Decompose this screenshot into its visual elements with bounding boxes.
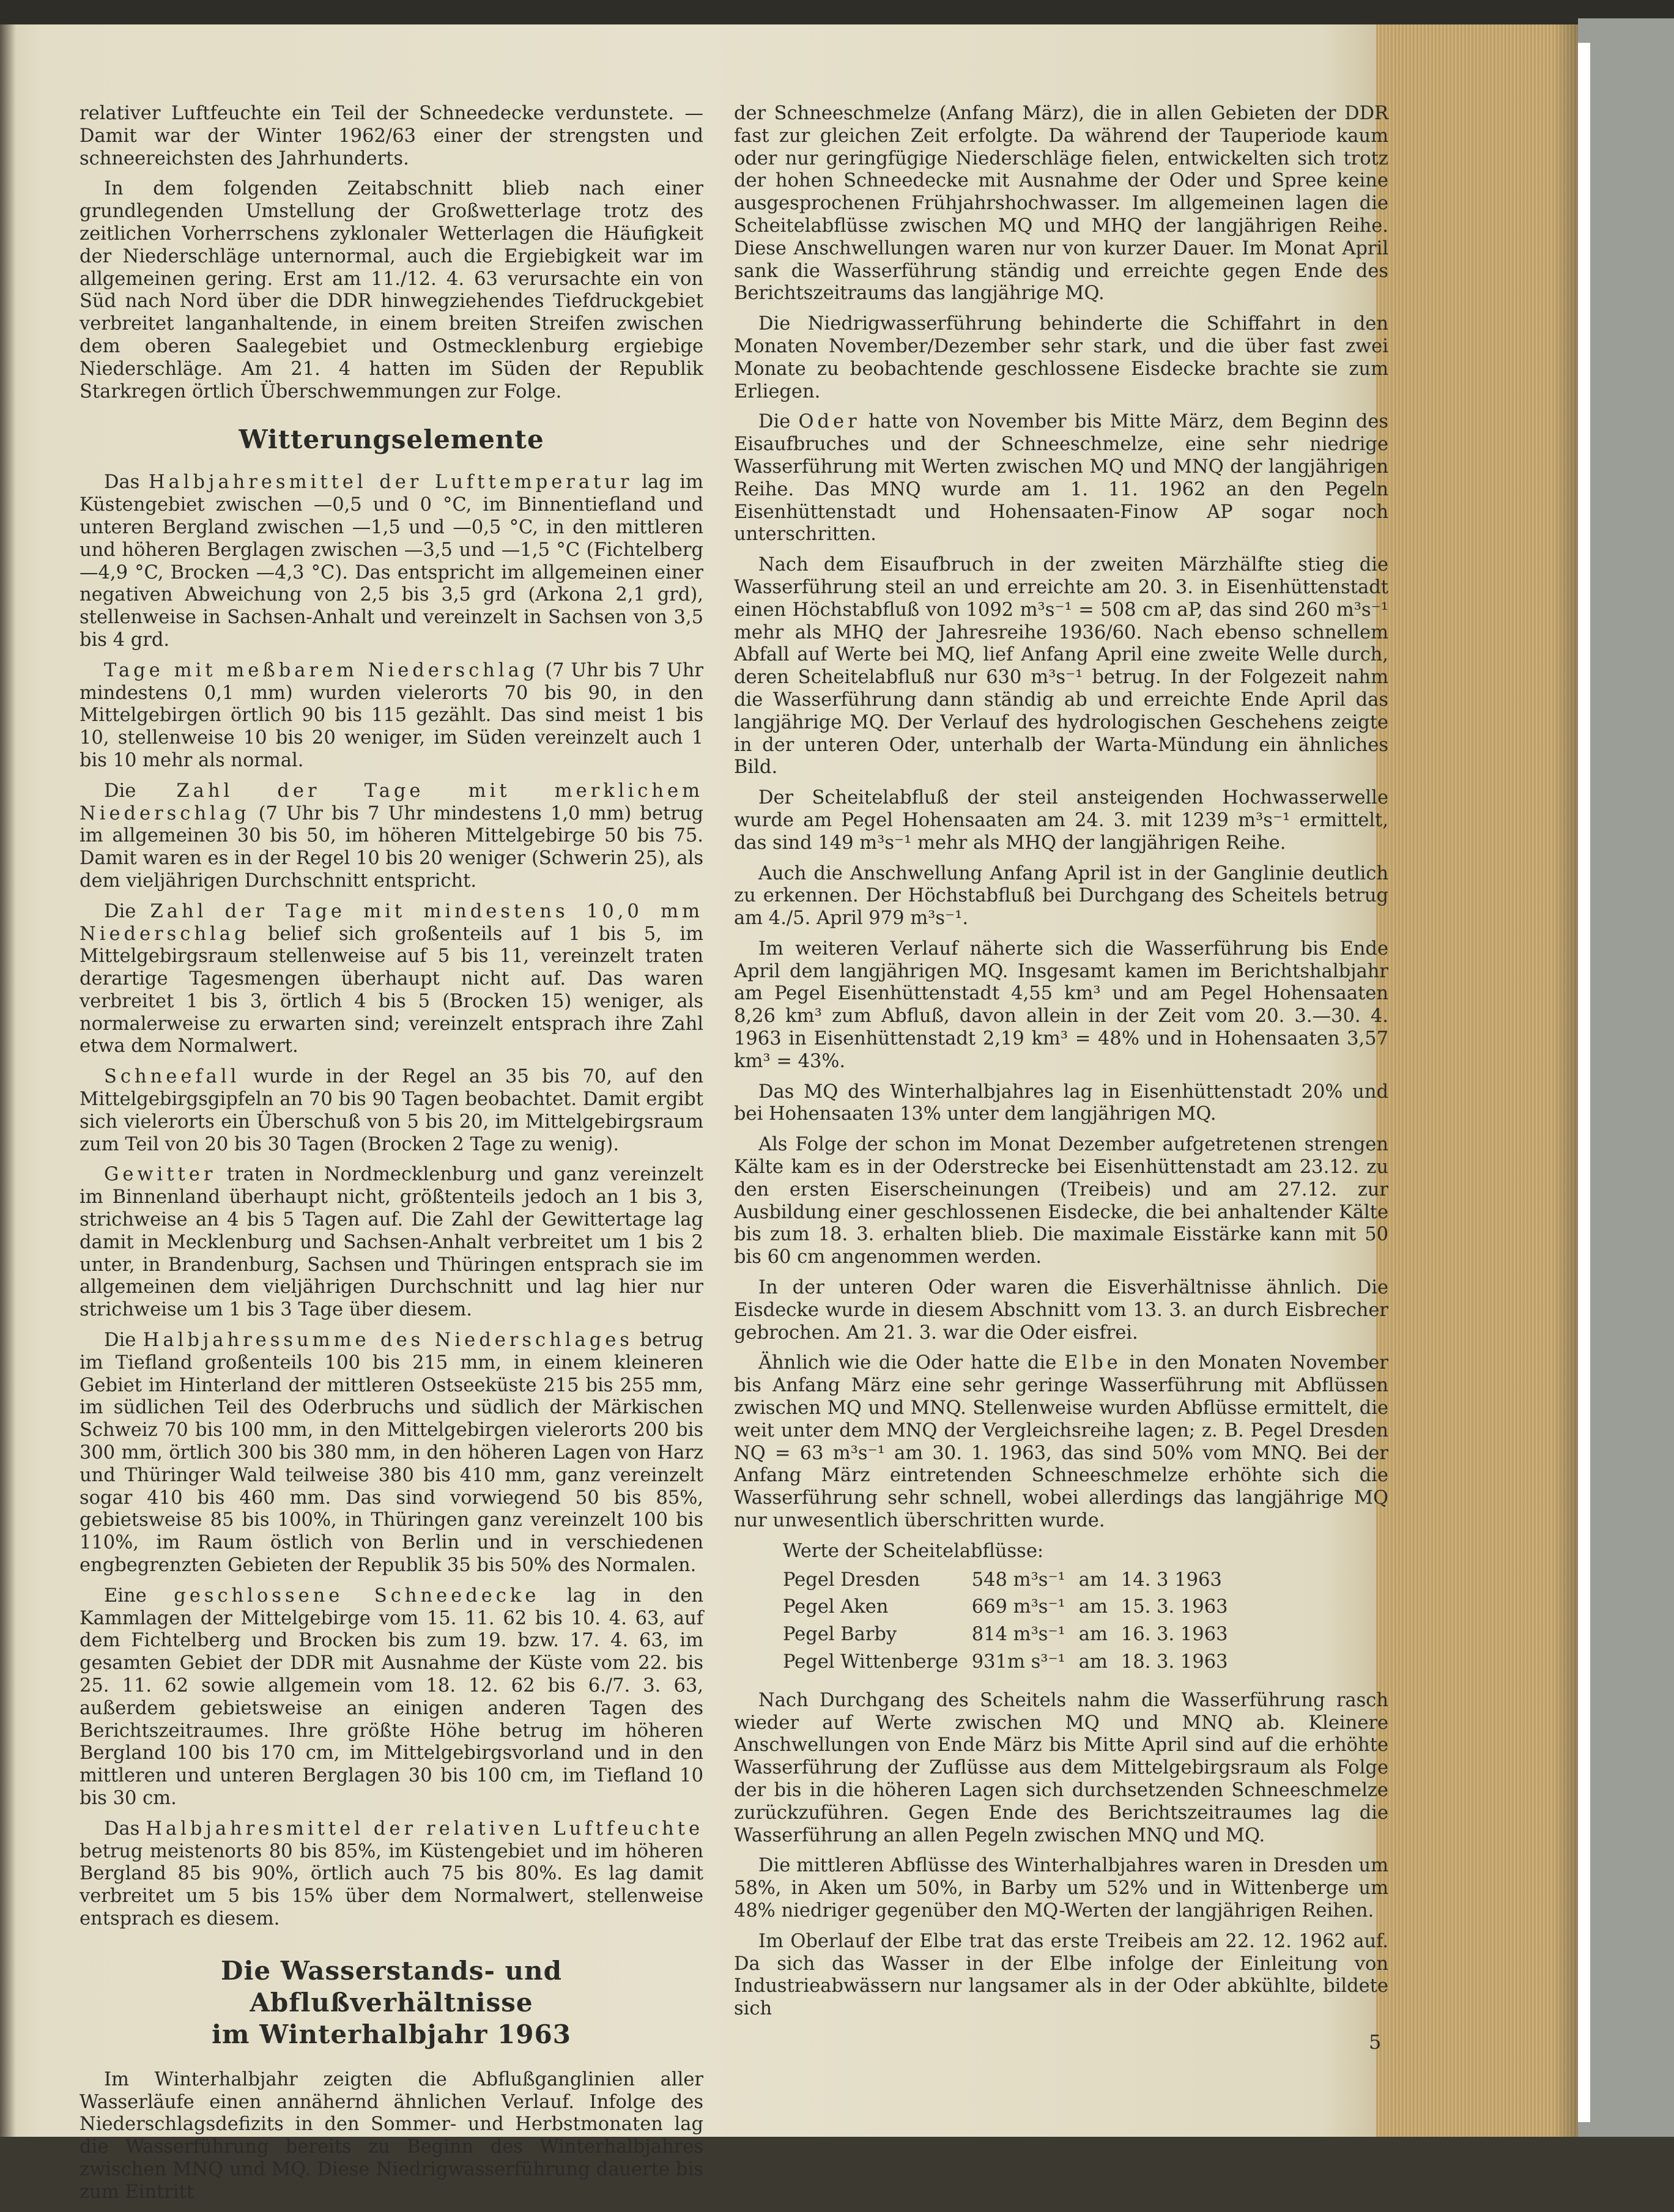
spaced-term: Schneefall (104, 1066, 240, 1088)
table-cell: Pegel Wittenberge (783, 1651, 958, 1673)
text: betrug im Tiefland großenteils 100 bis 215 mm, in einem kleineren Gebiet im Hinterland der mittleren Ostseeküste 215 bis 255 mm, im südlichen Teil des Oderbruchs und südlich der Märkischen Schweiz 70 bis 100 mm, in den Mittelgebirgen vielerorts 200 bis 300 mm, örtlich 300 bis 380 mm, in den höheren Lagen von Harz und Thüringer Wald teilweise 380 bis 410 mm, ganz vereinzelt sogar 410 bis 460 mm. Das sind vorwiegend 50 bis 85%, gebietsweise 85 bis 100%, in Thüringen ganz vereinzelt 100 bis 110%, im Raum östlich von Berlin und in verschiedenen engbegrenzten Gebieten der Republik 35 bis 50% des Normalen. (80, 1330, 703, 1577)
spaced-term: Tage mit meßbarem Niederschlag (104, 659, 539, 681)
paragraph (80, 780, 703, 893)
table-cell: 15. 3. 1963 (1120, 1596, 1228, 1618)
text: Die (758, 411, 791, 433)
table-row (783, 1621, 1242, 1649)
paragraph: Die mittleren Abflüsse des Winterhalbjahres waren in Dresden um 58%, in Aken um 50%, in Barby um 52% und in Wittenberge um 48% niedriger gegenüber den MQ-Werten der langjährigen Reihen. (734, 1855, 1388, 1922)
left-column (80, 103, 703, 2212)
table-cell: Pegel Aken (783, 1596, 889, 1618)
text: lag im Küstengebiet zwischen —0,5 und 0 °C, im Binnentiefland und unteren Bergland zwischen —1,5 und —0,5 °C, in den mittleren und höheren Berglagen zwischen —3,5 und —1,5 °C (Fichtelberg —4,9 °C, Brocken —4,3 °C). Das entspricht im allgemeinen einer negativen Abweichung von 2,5 bis 3,5 grd (Arkona 2,1 grd), stellenweise in Sachsen-Anhalt und vereinzelt in Sachsen von 3,5 bis 4 grd. (80, 472, 703, 651)
table-caption: Werte der Scheitelabflüsse: (783, 1540, 1044, 1562)
spaced-term: Zahl der Tage mit merklichem Niederschlag (80, 780, 703, 824)
spaced-term: Halbjahresmittel der Lufttemperatur (148, 472, 633, 494)
page-number: 5 (1369, 2030, 1382, 2054)
paragraph: Das MQ des Winterhalbjahres lag in Eisenhüttenstadt 20% und bei Hohensaaten 13% unter dem langjährigen MQ. (734, 1081, 1388, 1125)
table-cell: am (1078, 1624, 1108, 1646)
paragraph: Der Scheitelabfluß der steil ansteigenden Hochwasserwelle wurde am Pegel Hohensaaten am 24. 3. mit 1239 m³s⁻¹ ermittelt, das sind 149 m³s⁻¹ mehr als MHQ der langjährigen Reihe. (734, 787, 1388, 854)
paragraph (80, 1585, 703, 1810)
table-row (783, 1649, 1242, 1676)
book-page-edges (1376, 24, 1578, 2137)
text: Das (104, 1818, 140, 1840)
text: Die (104, 1330, 136, 1352)
text: Ähnlich wie die Oder hatte die (758, 1352, 1057, 1374)
section-heading: Witterungselemente (239, 424, 544, 455)
paragraph: der Schneeschmelze (Anfang März), die in allen Gebieten der DDR fast zur gleichen Zeit erfolgte. Da während der Tauperiode kaum oder nur geringfügige Niederschläge fielen, entwickelten sich trotz der hohen Schneedecke mit Ausnahme der Oder und Spree keine ausgesprochenen Frühjahrshochwasser. Im allgemeinen lagen die Scheitelabflüsse zwischen MQ und MHQ der langjährigen Reihe. Diese Anschwellungen waren nur von kurzer Dauer. Im Monat April sank die Wasserführung ständig und erreichte gegen Ende des Berichtszeitraums das langjährige MQ. (734, 103, 1388, 305)
table-row (783, 1567, 1242, 1594)
spaced-term: Gewitter (104, 1164, 217, 1186)
right-column (734, 103, 1388, 2029)
text: (7 Uhr bis 7 Uhr mindestens 0,1 mm) wurden vielerorts 70 bis 90, in den Mittelgebirgen örtlich 90 bis 115 gezählt. Das sind meist 1 bis 10, stellenweise 10 bis 20 weniger, im Süden vereinzelt auch 1 bis 10 mehr als normal. (80, 659, 703, 771)
paragraph (80, 1066, 703, 1156)
text: (7 Uhr bis 7 Uhr mindestens 1,0 mm) betrug im allgemeinen 30 bis 50, im höheren Mittelgebirge 50 bis 75. Damit waren es in der Regel 10 bis 20 weniger (Schwerin 25), als dem vieljährigen Durchschnitt entspricht. (80, 802, 704, 892)
spaced-term: Oder (798, 411, 861, 433)
book-cover-board (1578, 18, 1674, 2137)
spaced-term: Elbe (1064, 1352, 1122, 1374)
table-cell: 548 m³s⁻¹ (971, 1569, 1065, 1591)
text: Das (104, 472, 140, 494)
table-cell: Pegel Barby (783, 1624, 897, 1646)
paragraph: In dem folgenden Zeitabschnitt blieb nach einer grundlegenden Umstellung der Großwetterlage trotz des zeitlichen Vorherrschens zyklonaler Wetterlagen die Häufigkeit der Niederschläge unternormal, auch die Ergiebigkeit war im allgemeinen gering. Erst am 11./12. 4. 63 verursachte ein von Süd nach Nord über die DDR hinwegziehendes Tiefdruckgebiet verbreitet langanhaltende, in einem breiten Streifen zwischen dem oberen Saalegebiet und Ostmecklenburg ergiebige Niederschläge. Am 21. 4 hatten im Süden der Republik Starkregen örtlich Überschwemmungen zur Folge. (80, 178, 703, 402)
table-row (783, 1594, 1242, 1621)
text: wurde in der Regel an 35 bis 70, auf den Mittelgebirgsgipfeln an 70 bis 90 Tagen beobachtet. Damit ergibt sich vielerorts ein Überschuß von 5 bis 20, im Mittelgebirgsraum zum Teil von 20 bis 30 Tagen (Brocken 2 Tage zu wenig). (80, 1066, 703, 1155)
text: Eine (104, 1585, 147, 1607)
section-heading (80, 1955, 703, 2051)
text: belief sich großenteils auf 1 bis 5, im Mittelgebirgsraum stellenweise auf 5 bis 11, vereinzelt traten derartige Tagesmengen überhaupt nicht auf. Das waren verbreitet 1 bis 3, örtlich 4 bis 5 (Brocken 15) weniger, als normalerweise zu erwarten sind; vereinzelt entsprach ihre Zahl etwa dem Normalwert. (80, 923, 703, 1057)
table-cell: 14. 3 1963 (1120, 1569, 1222, 1591)
paragraph: Nach Durchgang des Scheitels nahm die Wasserführung rasch wieder auf Werte zwischen MQ und MNQ ab. Kleinere Anschwellungen von Ende März bis Mitte April sind auf die erhöhte Wasserführung der Zuflüsse aus dem Mittelgebirgsraum als Folge der bis in die höheren Lagen sich durchsetzenden Schneeschmelze zurückzuführen. Gegen Ende des Berichtszeitraumes lag die Wasserführung an allen Pegeln zwischen MNQ und MQ. (734, 1689, 1388, 1846)
paragraph (80, 660, 703, 772)
table-cell: am (1078, 1651, 1108, 1673)
text: Die (104, 780, 136, 802)
table-cell: 16. 3. 1963 (1120, 1624, 1228, 1646)
table-cell: am (1078, 1569, 1108, 1591)
paragraph (80, 472, 703, 651)
table-cell: 931m s³⁻¹ (971, 1651, 1065, 1673)
paragraph: Im weiteren Verlauf näherte sich die Wasserführung bis Ende April dem langjährigen MQ. Insgesamt kamen im Berichtshalbjahr am Pegel Eisenhüttenstadt 4,55 km³ und am Pegel Hohensaaten 8,26 km³ zum Abfluß, davon allein in der Zeit vom 20. 3.—30. 4. 1963 in Eisenhüttenstadt 2,19 km³ = 48% und in Hohensaaten 3,57 km³ = 43%. (734, 938, 1388, 1072)
spaced-term: Halbjahressumme des Niederschlages (143, 1330, 633, 1352)
paragraph (734, 1352, 1388, 1532)
paragraph: relativer Luftfeuchte ein Teil der Schneedecke verdunstete. — Damit war der Winter 1962/63 einer der strengsten und schneereichsten des Jahrhunderts. (80, 103, 703, 169)
paragraph (80, 901, 703, 1059)
paragraph (80, 1164, 703, 1322)
table-cell: 18. 3. 1963 (1120, 1651, 1228, 1673)
paragraph: Im Winterhalbjahr zeigten die Abflußganglinien aller Wasserläufe einen annähernd ähnlichen Verlauf. Infolge des Niederschlagsdefizits in den Sommer- und Herbstmonaten lag die Wasserführung bereits zu Beginn des Winterhalbjahres zwischen MNQ und MQ. Diese Niedrigwasserführung dauerte bis zum Eintritt (80, 2068, 703, 2203)
text: hatte von November bis Mitte März, dem Beginn des Eisaufbruches und der Schneeschmelze, eine sehr niedrige Wasserführung mit Werten zwischen MQ und MNQ der langjährigen Reihe. Das MNQ wurde am 1. 11. 1962 an den Pegeln Eisenhüttenstadt und Hohensaaten-Finow AP sogar noch unterschritten. (734, 411, 1388, 546)
text: lag in den Kammlagen der Mittelgebirge vom 15. 11. 62 bis 10. 4. 63, auf dem Fichtelberg und Brocken bis zum 19. bzw. 17. 4. 63, im gesamten Gebiet der DDR mit Ausnahme der Küste vom 22. bis 25. 11. 62 sowie allgemein vom 18. 12. 62 bis 6./7. 3. 63, außerdem gebietsweise an einigen anderen Tagen des Berichtszeitraumes. Ihre größte Höhe betrug im höheren Bergland 100 bis 170 cm, im Mittelgebirgsvorland und in den mittleren und unteren Berglagen 30 bis 100 cm, im Tiefland 10 bis 30 cm. (80, 1585, 704, 1809)
spaced-term: Halbjahresmittel der relativen Luftfeuchte (146, 1818, 703, 1840)
scanner-background (0, 0, 1674, 24)
paragraph: In der unteren Oder waren die Eisverhältnisse ähnlich. Die Eisdecke wurde in diesem Abschnitt vom 13. 3. an durch Eisbrecher gebrochen. Am 21. 3. war die Oder eisfrei. (734, 1277, 1388, 1344)
table-cell: 814 m³s⁻¹ (971, 1624, 1065, 1646)
spaced-term: geschlossene Schneedecke (174, 1585, 540, 1607)
paragraph (80, 1330, 703, 1577)
text: betrug meistenorts 80 bis 85%, im Küstengebiet und im höheren Bergland 85 bis 90%, örtlich auch 75 bis 80%. Es lag damit verbreitet um 5 bis 15% über dem Normalwert, stellenweise entsprach es diesem. (80, 1840, 703, 1929)
table-cell: am (1078, 1596, 1108, 1618)
paragraph: Nach dem Eisaufbruch in der zweiten Märzhälfte stieg die Wasserführung steil an und erreichte am 20. 3. in Eisenhüttenstadt einen Höchstabfluß von 1092 m³s⁻¹ = 508 cm aP, das sind 260 m³s⁻¹ mehr als MHQ der Jahresreihe 1936/60. Nach ebenso schnellem Abfall auf Werte bei MQ, lief Anfang April eine zweite Welle durch, deren Scheitelabfluß nur 630 m³s⁻¹ betrug. In der Folgezeit nahm die Wasserführung dann ständig ab und erreichte Ende April das langjährige MQ. Der Verlauf des hydrologischen Geschehens zeigte in der unteren Oder, unterhalb der Warta-Mündung ein ähnliches Bild. (734, 554, 1388, 779)
table-cell: 669 m³s⁻¹ (971, 1596, 1065, 1618)
paragraph: Auch die Anschwellung Anfang April ist in der Ganglinie deutlich zu erkennen. Der Höchstabfluß bei Durchgang des Scheitels betrug am 4./5. April 979 m³s⁻¹. (734, 862, 1388, 930)
heading-line: Die Wasserstands- und Abflußverhältnisse (221, 1955, 562, 2018)
paragraph (80, 1818, 703, 1931)
heading-line: im Winterhalbjahr 1963 (212, 2019, 571, 2049)
table-cell: Pegel Dresden (783, 1569, 920, 1591)
text: in den Monaten November bis Anfang März eine sehr geringe Wasserführung mit Abflüssen zwischen MQ und MNQ. Stellenweise wurden Abflüsse ermittelt, die weit unter dem MNQ der Vergleichsreihe lagen; z. B. Pegel Dresden NQ = 63 m³s⁻¹ am 30. 1. 1963, das sind 50% vom MNQ. Bei der Anfang März eintretenden Schneeschmelze erhöhte sich die Wasserführung sehr schnell, wobei allerdings das langjährige MQ nur unwesentlich überschritten wurde. (734, 1352, 1388, 1532)
paragraph: Im Oberlauf der Elbe trat das erste Treibeis am 22. 12. 1962 auf. Da sich das Wasser in der Elbe infolge der Einleitung von Industrieabwässern nur langsamer als in der Oder abkühlte, bildete sich (734, 1930, 1388, 2020)
text: traten in Nordmecklenburg und ganz vereinzelt im Binnenland überhaupt nicht, größtenteils jedoch an 1 bis 3, strichweise an 4 bis 5 Tagen auf. Die Zahl der Gewittertage lag damit in Mecklenburg und Sachsen-Anhalt verbreitet um 1 bis 2 unter, in Brandenburg, Sachsen und Thüringen entsprach sie im allgemeinen dem vieljährigen Durchschnitt und lag hier nur strichweise um 1 bis 3 Tage über diesem. (80, 1164, 703, 1321)
spaced-term: Zahl der Tage mit mindestens 10,0 mm Niederschlag (80, 900, 703, 945)
text: Die (104, 900, 136, 922)
paragraph: Die Niedrigwasserführung behinderte die Schiffahrt in den Monaten November/Dezember sehr stark, und die über fast zwei Monate zu beobachtende geschlossene Eisdecke brachte sie zum Erliegen. (734, 313, 1388, 402)
peak-discharge-table (783, 1541, 1242, 1676)
paragraph (734, 411, 1388, 546)
paragraph: Als Folge der schon im Monat Dezember aufgetretenen strengen Kälte kam es in der Oderstrecke bei Eisenhüttenstadt am 23.12. zu den ersten Eiserscheinungen (Treibeis) und am 27.12. zur Ausbildung einer geschlossenen Eisdecke, die bei anhaltender Kälte bis zum 18. 3. erhalten blieb. Die maximale Eisstärke kann mit 50 bis 60 cm angenommen werden. (734, 1134, 1388, 1268)
book-spine-shadow (0, 24, 16, 2137)
